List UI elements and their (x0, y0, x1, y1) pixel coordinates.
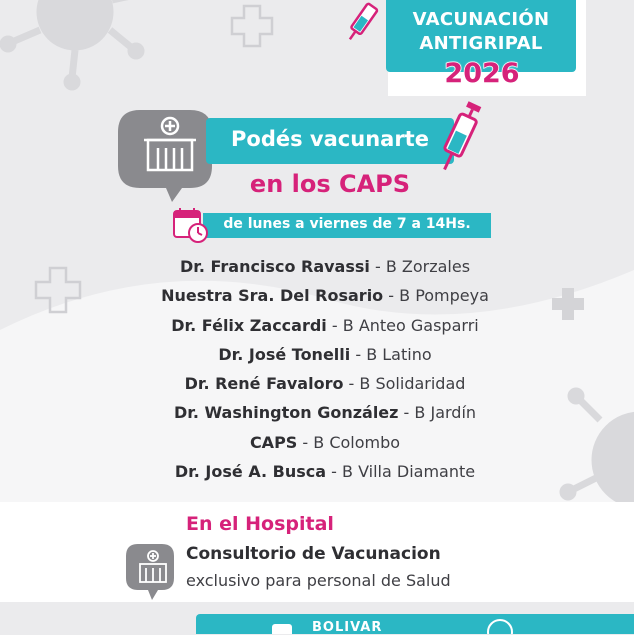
coat-of-arms-icon (488, 620, 512, 634)
caps-item: Dr. Félix Zaccardi - B Anteo Gasparri (171, 315, 479, 335)
headline-line2: en los CAPS (249, 170, 411, 198)
hospital-title: En el Hospital (186, 513, 334, 535)
caps-item: Dr. José A. Busca - B Villa Diamante (174, 462, 476, 482)
caps-name: Dr. René Favaloro (184, 374, 344, 394)
header-year: 2026 (444, 58, 520, 89)
caps-name: Dr. José A. Busca (174, 462, 327, 482)
caps-barrio: B Solidaridad (359, 374, 466, 394)
caps-name: Dr. Washington González (173, 403, 399, 423)
caps-barrio: B Latino (366, 344, 432, 364)
hospital-description: exclusivo para personal de Salud (186, 571, 451, 590)
caps-item: Nuestra Sra. Del Rosario - B Pompeya (161, 286, 489, 306)
hospital-subtitle: Consultorio de Vacunacion (186, 544, 441, 564)
caps-name: Dr. Francisco Ravassi (179, 257, 370, 276)
caps-item: Dr. René Favaloro - B Solidaridad (184, 374, 466, 394)
caps-name: Dr. José Tonelli (218, 344, 351, 364)
caps-item: Dr. José Tonelli - B Latino (218, 344, 432, 364)
caps-name: Dr. Félix Zaccardi (171, 315, 327, 335)
caps-item: Dr. Washington González - B Jardín (173, 403, 477, 423)
header-title-line2: ANTIGRIPAL (419, 33, 543, 54)
caps-item: CAPS - B Colombo (249, 432, 401, 452)
schedule-text: de lunes a viernes de 7 a 14Hs. (223, 216, 471, 232)
footer-logo-text: BOLIVAR (312, 620, 383, 635)
caps-barrio: B Jardín (414, 403, 477, 423)
caps-name: CAPS (249, 432, 298, 452)
caps-barrio: B Pompeya (399, 286, 489, 306)
header-title-line1: VACUNACIÓN (412, 9, 550, 30)
caps-barrio: B Colombo (313, 432, 401, 452)
caps-barrio: B Anteo Gasparri (342, 315, 479, 335)
caps-name: Nuestra Sra. Del Rosario (161, 286, 384, 306)
caps-barrio: B Villa Diamante (342, 462, 476, 482)
municipality-logo-icon (272, 624, 292, 634)
caps-item: Dr. Francisco Ravassi - B Zorzales (179, 257, 471, 276)
headline-line1: Podés vacunarte (231, 127, 429, 151)
caps-barrio: B Zorzales (385, 257, 471, 276)
